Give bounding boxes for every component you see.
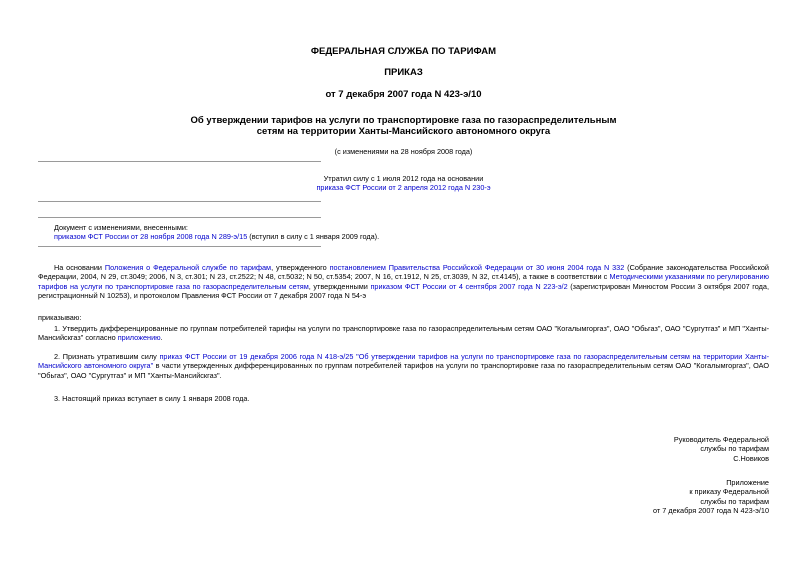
document-title xyxy=(150,115,657,137)
signature-position: службы по тарифам xyxy=(700,444,769,454)
appendix-heading xyxy=(653,478,769,516)
fst-order-link[interactable]: приказом ФСТ России от 4 сентября 2007 года N 223-э/2 xyxy=(370,281,568,291)
signature-position: Руководитель Федеральной xyxy=(673,435,769,444)
signature-name: С.Новиков xyxy=(733,453,769,463)
orders-label: приказываю: xyxy=(38,313,82,322)
preamble-text: (Собрание законодательства Российской Федерации, 2004, N 29, ст.3049; 2006, N 3, ст.301; N 23, ст.2522; N 48, ст.5032; N 50, ст.5354; 2007, N 16, ст.1912, N 25, ст.3039, N 32, ст.4145), а также в соответствии с xyxy=(38,263,769,282)
divider xyxy=(38,161,321,162)
preamble-paragraph xyxy=(38,263,769,301)
preamble-text: (зарегистрирован Минюстом России 3 октября 2007 года, регистрационный N 10253), и протоколом Правления ФСТ России от 7 декабря 2007 года N 54-э xyxy=(38,281,770,301)
item-text: в части утвержденных дифференцированных по группам потребителей тарифов на услуги по транспортировке газа по газораспределительным сетям ОАО "Когалымгоргаз", ОАО "Обьгаз", ОАО "Сургутгаз" и МП "Ханты-Мансийскгаз". xyxy=(38,361,769,380)
appendix-line: службы по тарифам xyxy=(700,496,769,506)
changes-suffix: (вступил в силу с 1 января 2009 года). xyxy=(247,232,380,242)
preamble-text: , утвержденными xyxy=(308,281,371,291)
changes-block xyxy=(54,223,654,242)
expired-line: Утратил силу с 1 июля 2012 года на основании xyxy=(323,174,484,183)
order-item-2 xyxy=(38,352,769,380)
expired-notice xyxy=(0,174,807,193)
changes-intro: Документ с изменениями, внесенными: xyxy=(54,223,188,232)
item-text: 1. Утвердить дифференцированные по группам потребителей тарифы на услуги по транспортировке газа по газораспределительным сетям ОАО "Когалымгоргаз", ОАО "Обьгаз", ОАО "Сургутгаз" и МП "Ханты-Мансийскгаз" согласно xyxy=(38,324,769,343)
item-text: 2. Признать утратившим силу xyxy=(54,352,160,361)
item-text: . xyxy=(160,333,163,343)
amended-note: (с изменениями на 28 ноября 2008 года) xyxy=(334,147,473,156)
appendix-line: к приказу Федеральной xyxy=(689,487,769,497)
title-line-2: сетям на территории Ханты-Мансийского автономного округа xyxy=(256,126,551,137)
divider xyxy=(38,246,321,247)
methodical-guidelines-link[interactable]: Методическими указаниями по регулированию тарифов на услуги по транспортировке газа по газораспределительным сетям xyxy=(38,272,769,291)
government-decree-link[interactable]: постановлением Правительства Российской Федерации от 30 июня 2004 года N 332 xyxy=(329,263,625,272)
title-line-1: Об утверждении тарифов на услуги по транспортировке газа по газораспределительным xyxy=(190,115,617,126)
order-item-3: 3. Настоящий приказ вступает в силу 1 января 2008 года. xyxy=(54,394,250,403)
appendix-line: от 7 декабря 2007 года N 423-э/10 xyxy=(653,506,769,516)
preamble-text: , утвержденного xyxy=(271,263,330,272)
preamble-text: На основании xyxy=(54,263,105,272)
agency-name: ФЕДЕРАЛЬНАЯ СЛУЖБА ПО ТАРИФАМ xyxy=(310,46,497,57)
revoked-order-link[interactable]: приказ ФСТ России от 19 декабря 2006 года N 418-э/25 "Об утверждении тарифов на услуги по транспортировке газа по газораспределительным сетям на территории Ханты-Мансийского автономного округа" xyxy=(38,352,770,371)
document-date-number: от 7 декабря 2007 года N 423-э/10 xyxy=(325,89,482,100)
order-item-1 xyxy=(38,324,769,343)
appendix-link[interactable]: приложению xyxy=(117,333,161,343)
expired-order-link[interactable]: приказа ФСТ России от 2 апреля 2012 года N 230-э xyxy=(316,183,491,193)
document-type: ПРИКАЗ xyxy=(384,67,423,78)
changes-order-link[interactable]: приказом ФСТ России от 28 ноября 2008 года N 289-э/15 xyxy=(54,232,248,242)
divider xyxy=(38,201,321,202)
regulation-link[interactable]: Положения о Федеральной службе по тарифам xyxy=(104,263,272,272)
appendix-line: Приложение xyxy=(726,478,769,487)
divider xyxy=(38,217,321,218)
signature-block xyxy=(674,435,769,463)
